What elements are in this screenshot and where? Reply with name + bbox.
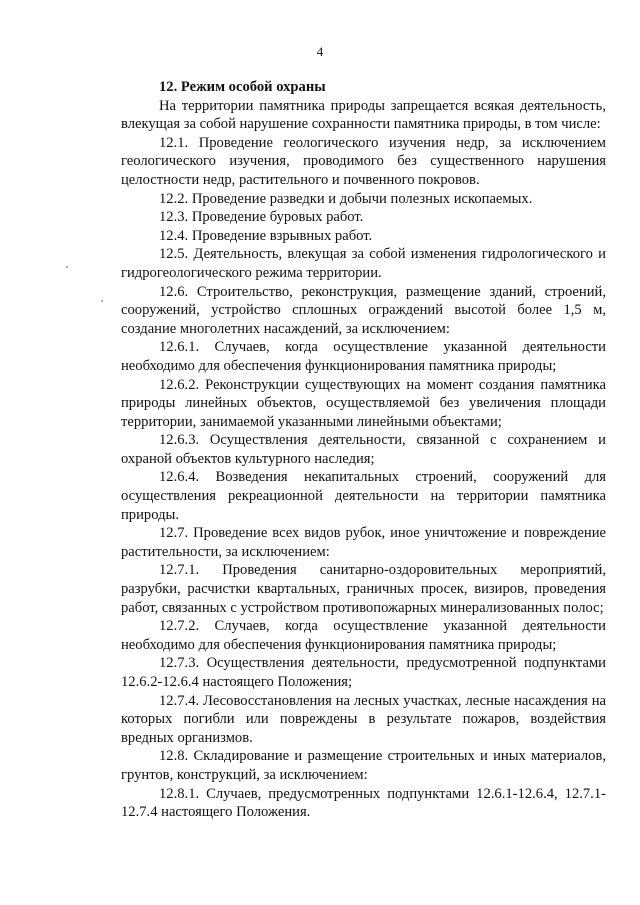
paragraph-intro: На территории памятника природы запрещается всякая деятельность, влекущая за собой нарушение сохранности памятника природы, в том числе: xyxy=(121,97,606,133)
paragraph-12-5: 12.5. Деятельность, влекущая за собой изменения гидрологического и гидрогеологического режима территории. xyxy=(121,246,606,281)
paragraph-12-7: 12.7. Проведение всех видов рубок, иное уничтожение и повреждение растительности, за исключением: xyxy=(121,525,606,560)
paragraph-12-8-1: 12.8.1. Случаев, предусмотренных подпунктами 12.6.1-12.6.4, 12.7.1-12.7.4 настоящего Положения. xyxy=(121,785,606,821)
paragraph-12-6: 12.6. Строительство, реконструкция, размещение зданий, строений, сооружений, устройство сплошных ограждений высотой более 1,5 м, создание многолетних насаждений, за исключением: xyxy=(121,283,606,337)
page-number: 4 xyxy=(316,44,324,59)
paragraph-12-3: 12.3. Проведение буровых работ. xyxy=(159,209,364,226)
paragraph-12-8: 12.8. Складирование и размещение строительных и иных материалов, грунтов, конструкций, за исключением: xyxy=(121,748,606,783)
paragraph-12-6-4: 12.6.4. Возведения некапитальных строений, сооружений для осуществления рекреационной деятельности на территории памятника природы. xyxy=(121,469,606,523)
paragraph-12-7-2: 12.7.2. Случаев, когда осуществление указанной деятельности необходимо для обеспечения функционирования памятника природы; xyxy=(121,618,606,653)
paragraph-12-7-1: 12.7.1. Проведения санитарно-оздоровительных мероприятий, разрубки, расчистки квартальных, граничных просек, визиров, проведения работ, связанных с устройством противопожарных минерализованных полос; xyxy=(121,562,606,616)
paragraph-12-6-3: 12.6.3. Осуществления деятельности, связанной с сохранением и охраной объектов культурного наследия; xyxy=(121,432,606,467)
paragraph-12-6-1: 12.6.1. Случаев, когда осуществление указанной деятельности необходимо для обеспечения функционирования памятника природы; xyxy=(121,339,606,374)
paragraph-12-7-4: 12.7.4. Лесовосстановления на лесных участках, лесные насаждения на которых погибли или повреждены в результате пожаров, воздействия вредных организмов. xyxy=(121,692,606,746)
paragraph-12-2: 12.2. Проведение разведки и добычи полезных ископаемых. xyxy=(159,190,533,207)
section-heading: 12. Режим особой охраны xyxy=(159,79,326,95)
paragraph-12-6-2: 12.6.2. Реконструкции существующих на момент создания памятника природы линейных объектов, осуществляемой без увеличения площади территории, занимаемой указанными линейными объектами; xyxy=(121,376,606,430)
paragraph-12-4: 12.4. Проведение взрывных работ. xyxy=(159,227,373,244)
scan-speck xyxy=(66,266,68,268)
paragraph-12-1: 12.1. Проведение геологического изучения недр, за исключением геологического изучения, проводимого без существенного нарушения целостности недр, растительного и почвенного покровов. xyxy=(121,134,606,188)
scan-speck xyxy=(101,300,103,302)
document-body xyxy=(121,78,606,822)
paragraph-12-7-3: 12.7.3. Осуществления деятельности, предусмотренной подпунктами 12.6.2-12.6.4 настоящего Положения; xyxy=(121,655,606,690)
